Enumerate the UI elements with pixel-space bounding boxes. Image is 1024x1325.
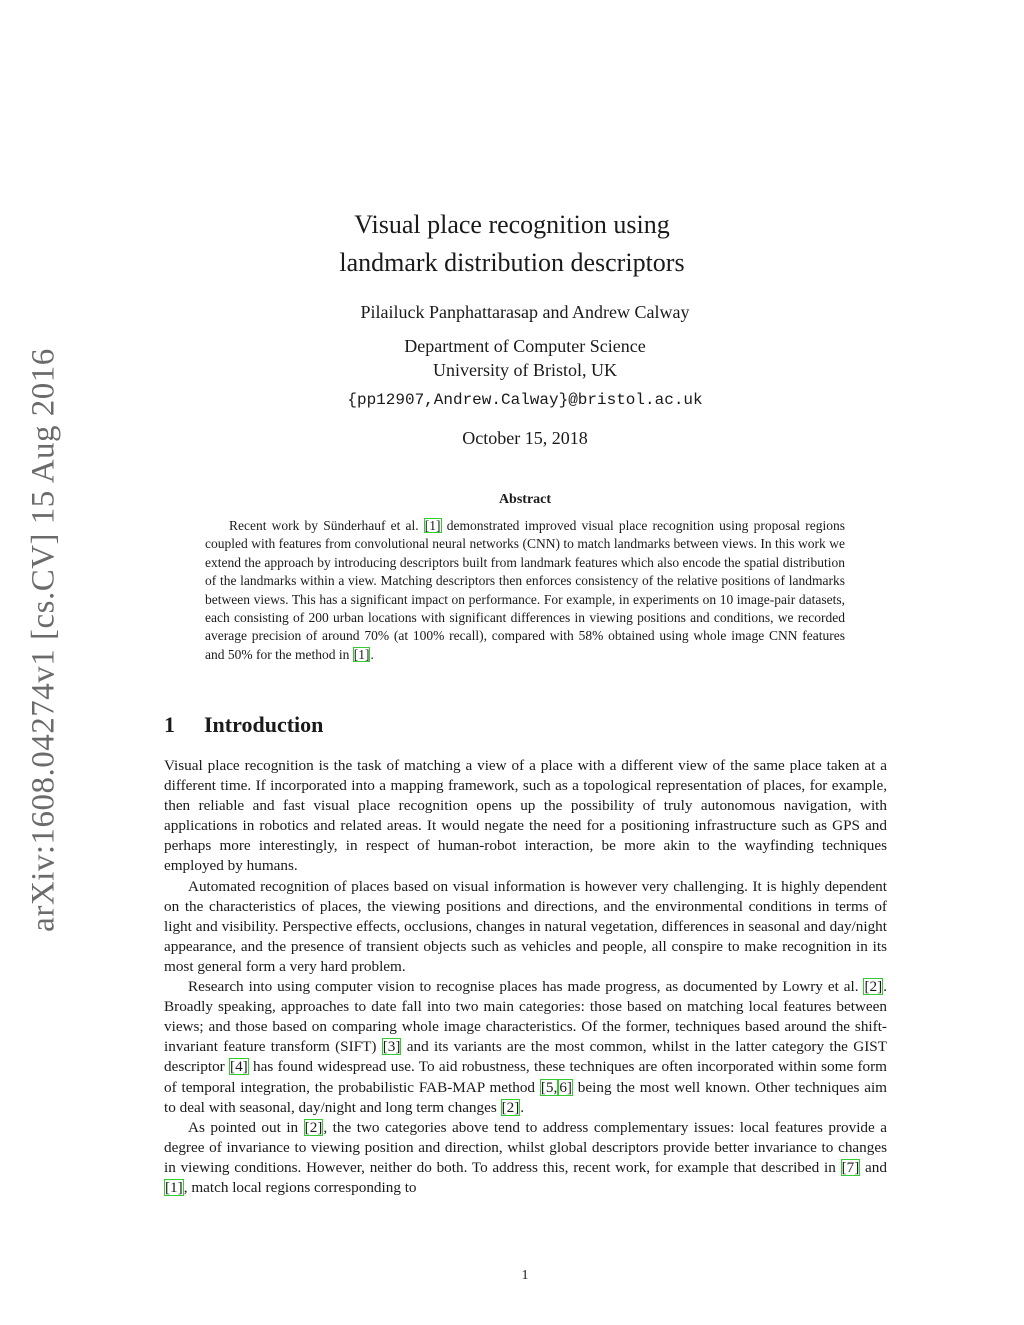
citation-link[interactable]: [4]	[230, 1058, 248, 1076]
paper-title	[0, 206, 1024, 282]
abstract-text: demonstrated improved visual place recognition using proposal regions coupled with features from convolutional neural networks (CNN) to match landmarks between views. In this work we extend the approach by introducing descriptors built from landmark features which also encode the spatial distribution of the landmarks within a view. Matching descriptors then enforces consistency of the relative positions of landmarks between views. This has a significant impact on performance. For example, in experiments on 10 image-pair datasets, each consisting of 200 urban locations with significant differences in viewing positions and conditions, we recorded average precision of around 70% (at 100% recall), compared with 58% obtained using whole image CNN features and 50% for the method in	[205, 518, 845, 662]
paragraph-4	[164, 1118, 887, 1198]
body-text: .	[520, 1098, 525, 1116]
body-text: Research into using computer vision to recognise places has made progress, as documented by Lowry et al.	[188, 978, 864, 996]
section-number: 1	[164, 712, 175, 737]
body-text: and its variants are the most common, whilst in the latter category the GIST descriptor	[164, 1038, 887, 1076]
citation-link[interactable]: [1]	[353, 646, 370, 662]
paper-date: October 15, 2018	[462, 428, 588, 448]
citation-link[interactable]: [7]	[841, 1158, 860, 1176]
citation-link[interactable]: [1]	[424, 518, 441, 533]
title-line-1: Visual place recognition using	[354, 210, 670, 239]
body-text: . Broadly speaking, approaches to date fall into two main categories: those based on matching local features between views; and those based on comparing whole image characteristics. Of the former, techniques based around the shift-invariant feature transform (SIFT)	[164, 978, 887, 1056]
authors: Pilailuck Panphattarasap and Andrew Calway	[360, 302, 690, 322]
citation-link[interactable]: [2]	[864, 978, 883, 996]
citation-link[interactable]: 6]	[559, 1078, 572, 1096]
paragraph-3	[164, 977, 887, 1118]
university: University of Bristol, UK	[433, 360, 617, 380]
body-text: being the most well known. Other techniques aim to deal with seasonal, day/night and long term changes	[164, 1078, 887, 1116]
department: Department of Computer Science	[404, 336, 646, 356]
affiliation	[0, 334, 1024, 382]
section-heading	[164, 712, 323, 738]
body-text: has found widespread use. To aid robustness, these techniques are often incorporated within some form of temporal integration, the probabilistic FAB-MAP method	[164, 1058, 887, 1096]
body-text: and	[860, 1158, 887, 1176]
citation-link[interactable]: [2]	[501, 1098, 520, 1116]
section-title: Introduction	[204, 712, 324, 737]
body-text: , match local regions corresponding to	[183, 1178, 417, 1196]
abstract-text: Recent work by Sünderhauf et al.	[229, 518, 424, 533]
body-text: As pointed out in	[188, 1118, 304, 1136]
author-email: {pp12907,Andrew.Calway}@bristol.ac.uk	[347, 391, 703, 409]
abstract-body	[205, 517, 845, 664]
section-body	[164, 756, 887, 1198]
citation-link[interactable]: [1]	[165, 1178, 183, 1196]
paragraph-2: Automated recognition of places based on visual information is however very challenging. It is highly dependent on the characteristics of places, the viewing positions and directions, and the environmental conditions in terms of light and visibility. Perspective effects, occlusions, changes in natural vegetation, differences in seasonal and day/night appearance, and the presence of transient objects such as vehicles and people, all conspire to make recognition in its most general form a very hard problem.	[164, 877, 887, 975]
paragraph-1: Visual place recognition is the task of matching a view of a place with a different view of the same place taken at a different time. If incorporated into a mapping framework, such as a topological representation of places, for example, then reliable and fast visual place recognition opens up the possibility of truly autonomous navigation, with applications in robotics and related areas. It would negate the need for a positioning infrastructure such as GPS and perhaps more interestingly, in respect of human-robot interaction, be more akin to the wayfinding techniques employed by humans.	[164, 757, 887, 875]
page-number: 1	[521, 1268, 529, 1283]
arxiv-watermark: arXiv:1608.04274v1 [cs.CV] 15 Aug 2016	[25, 348, 62, 932]
citation-link[interactable]: [5,	[540, 1078, 558, 1096]
citation-link[interactable]: [3]	[382, 1038, 401, 1056]
citation-link[interactable]: [2]	[304, 1118, 323, 1136]
abstract-paragraph	[205, 517, 845, 664]
abstract-heading: Abstract	[498, 492, 552, 507]
abstract-text: .	[370, 646, 374, 662]
title-line-2: landmark distribution descriptors	[339, 248, 685, 277]
body-text: , the two categories above tend to address complementary issues: local features provide a degree of invariance to viewing position and direction, whilst global descriptors provide better invariance to changes in viewing conditions. However, neither do both. To address this, recent work, for example that described in	[164, 1118, 888, 1176]
